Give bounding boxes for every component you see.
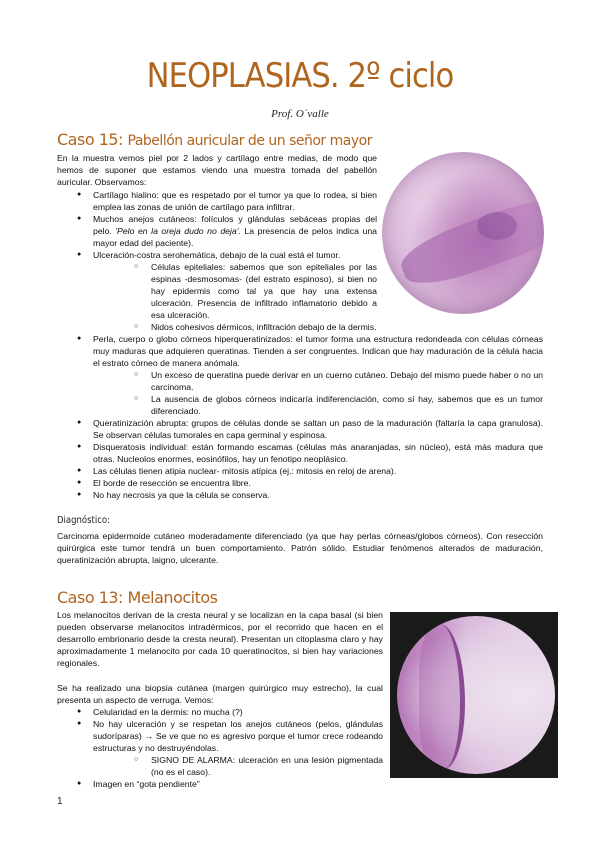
caso13-intro: Los melanocitos derivan de la cresta neural y se localizan en la capa basal (si bien pueden observarse melanocitos intradérmicos, por el recorrido que hacen en el desarrollo embrionario desde la cresta neural). Presentan un citoplasma claro y hay aproximadamente 1 melanocito por cada 10 queratinocitos, si bien hay variaciones regionales. (57, 610, 383, 668)
diagnostico-heading: Diagnóstico: (57, 515, 110, 526)
document-title: NEOPLASIAS. 2º ciclo (146, 56, 454, 96)
document-author: Prof. O´valle (271, 108, 329, 120)
caso13-heading (57, 588, 218, 607)
list-item: ○ La ausencia de globos córneos indicaría indiferenciación, como sí hay, sabemos que es un tumor diferenciado. (57, 393, 543, 417)
caso15-heading (57, 130, 372, 149)
list-item: ○ SIGNO DE ALARMA: ulceración en una lesión pigmentada (no es el caso). (57, 754, 383, 778)
caso13-list (57, 706, 383, 790)
caso15-heading-num: Caso 15: (57, 130, 123, 149)
list-item: ● Perla, cuerpo o globo córneos hiperqueratinizados: el tumor forma una estructura redondeada con células córneas muy maduras que adquieren queratinas. Tienden a ser congruentes. Indican que hay maduración de la célula hacia el estrato córneo de manera anómala. (57, 333, 543, 369)
caso15-heading-title: Pabellón auricular de un señor mayor (127, 133, 372, 149)
micrograph-caso15 (382, 152, 544, 314)
list-item: ● Queratinización abrupta: grupos de células donde se saltan un paso de la maduración (faltaría la capa granulosa). Se observan células tumorales en capa germinal y espinosa. (57, 417, 543, 441)
list-item: ● No hay necrosis ya que la célula se conserva. (57, 489, 543, 501)
list-item: ● Disqueratosis individual: están formando escamas (células más anaranjadas, sin núcleo), está más madura que otras. Nucleolos enormes, eosinófilos, hay un fenotipo neoplásico. (57, 441, 543, 465)
page-number: 1 (57, 796, 63, 807)
caso15-intro: En la muestra vemos piel por 2 lados y cartílago entre medias, de modo que hemos de suponer que estamos viendo una muestra tomada del pabellón auricular. Observamos: (57, 153, 377, 187)
caso15-list-b (57, 333, 543, 501)
diagnostico-text: Carcinoma epidermoide cutáneo moderadamente diferenciado (ya que hay perlas córneas/globos córneos). Con resección quirúrgica este tumor tendrá un buen comportamiento. Patrón sólido. Estudiar fenómenos alterados de maduración, queratinización abrupta, laigno, ulcerante. (57, 531, 543, 565)
caso13-heading-num: Caso 13: (57, 588, 123, 607)
caso15-list-a (57, 189, 377, 333)
list-item: ○ Células epiteliales: sabemos que son epiteliales por las espinas -desmosomas- (del estrato espinoso), si bien no hay epidermis como tal ya que hay una extensa ulceración. Presencia de infiltrado inflamatorio debido a esa ulceración. (57, 261, 377, 321)
caso13-heading-title: Melanocitos (127, 588, 218, 607)
list-item: ● Imagen en “gota pendiente” (57, 778, 383, 790)
list-item: ● No hay ulceración y se respetan los anejos cutáneos (pelos, glándulas sudoríparas) → Se ve que no es agresivo porque el tumor crece rodeando estructuras y no destruyéndolas. (57, 718, 383, 754)
micrograph-caso13 (397, 616, 555, 774)
list-item: ● Las células tienen atipia nuclear- mitosis atípica (ej.: mitosis en reloj de arena). (57, 465, 543, 477)
list-item: ○ Nidos cohesivos dérmicos, infiltración debajo de la dermis. (57, 321, 377, 333)
quote: 'Pelo en la oreja dudo no deja'. (115, 226, 241, 236)
caso13-biopsia: Se ha realizado una biopsia cutánea (margen quirúrgico muy estrecho), la cual presenta un aspecto de verruga. Vemos: (57, 683, 383, 705)
list-item: ○ Un exceso de queratina puede derivar en un cuerno cutáneo. Debajo del mismo puede haber o no un carcinoma. (57, 369, 543, 393)
list-item: ● El borde de resección se encuentra libre. (57, 477, 543, 489)
list-item: ● Cartílago hialino: que es respetado por el tumor ya que lo rodea, si bien emplea las zonas de unión de cartílago para infiltrar. (57, 189, 377, 213)
list-item: ● Muchos anejos cutáneos: folículos y glándulas sebáceas propias del pelo. 'Pelo en la oreja dudo no deja'. La presencia de pelos indica una mayor edad del paciente). (57, 213, 377, 249)
list-item: ● Ulceración-costra serohemática, debajo de la cual está el tumor. (57, 249, 377, 261)
list-item: ● Celularidad en la dermis: no mucha (?) (57, 706, 383, 718)
